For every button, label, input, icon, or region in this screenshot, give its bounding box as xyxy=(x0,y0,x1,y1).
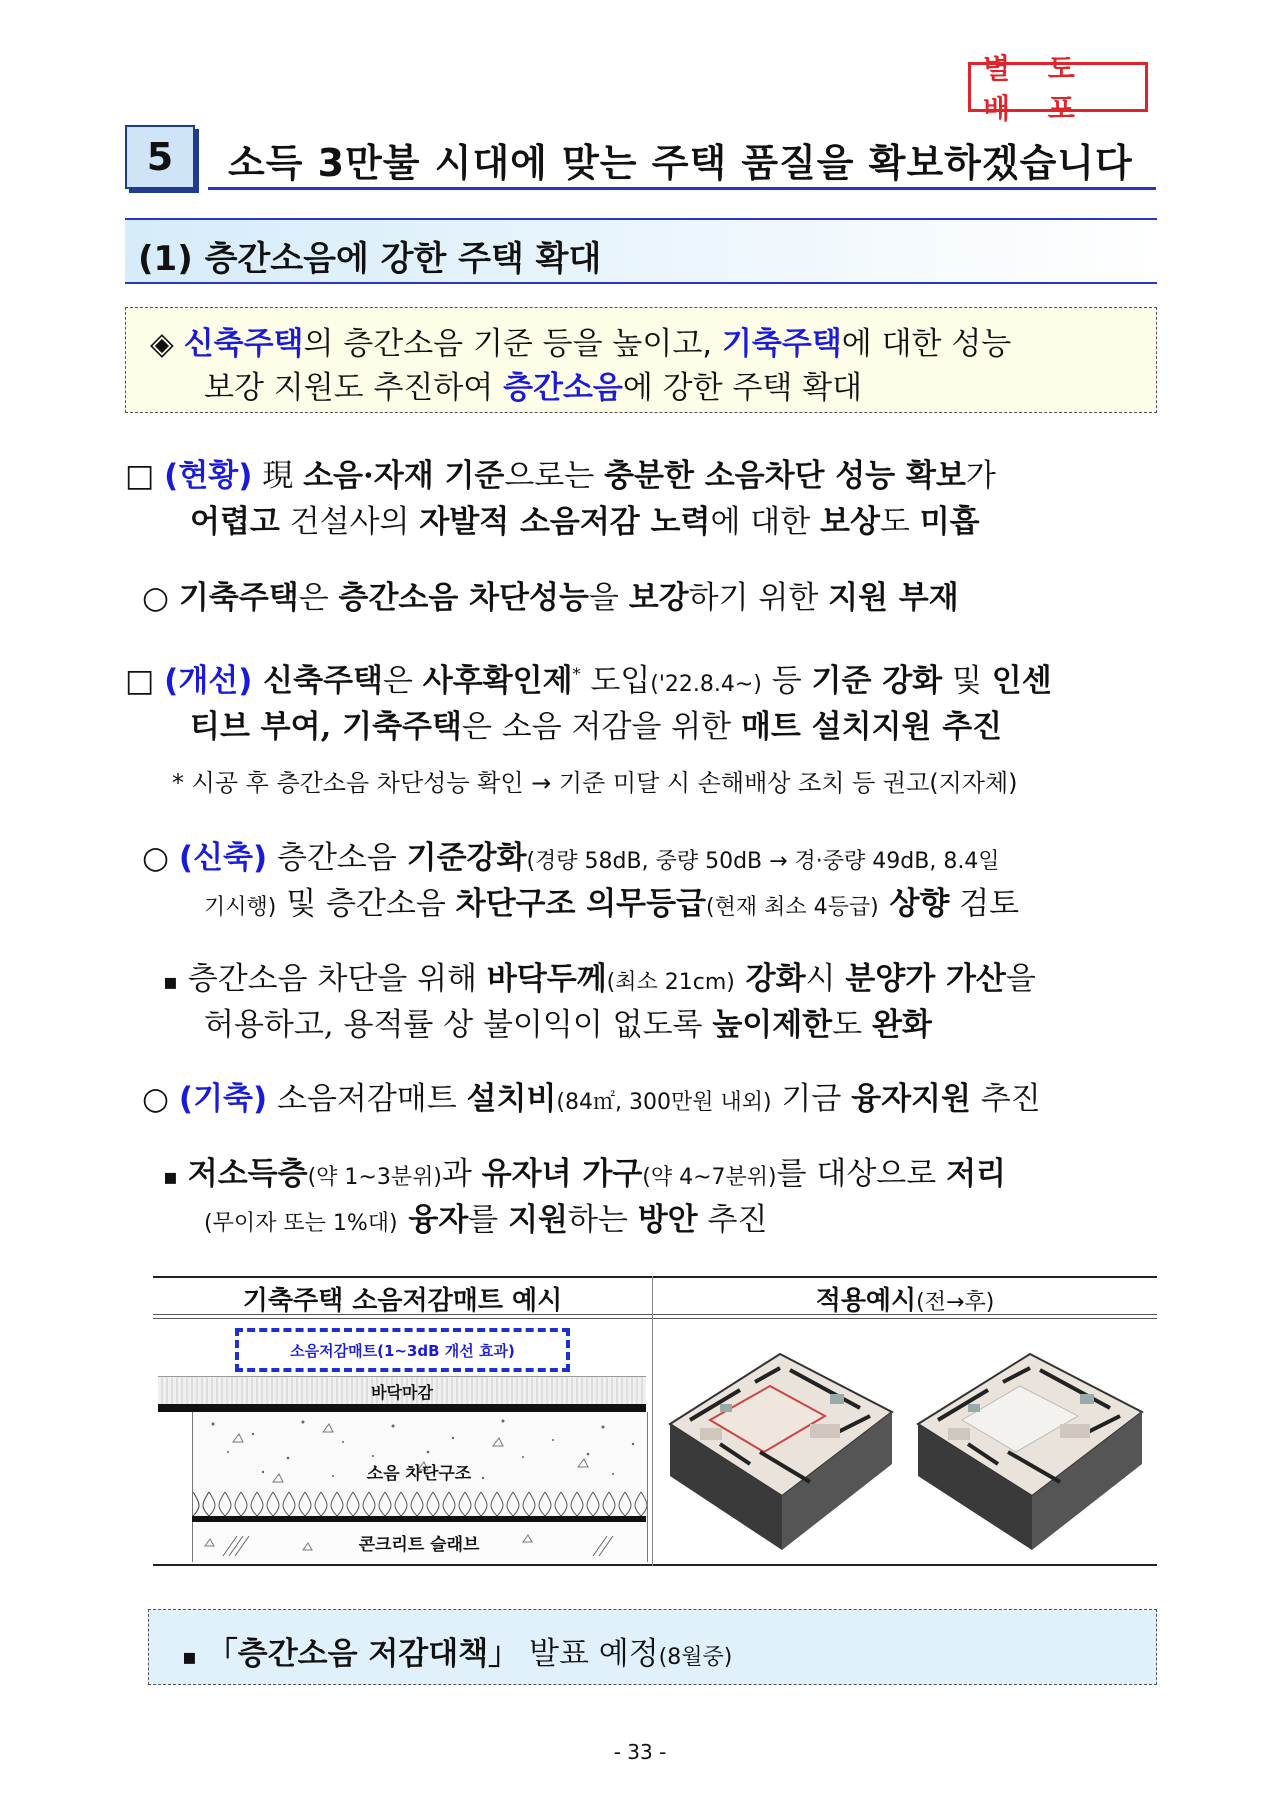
text: 충분한 소음차단 성능 확보 xyxy=(604,458,966,494)
text: 층간소음 차단을 위해 xyxy=(187,961,487,997)
text: 티브 부여, 기축주택 xyxy=(190,709,462,745)
current-status-line-1 xyxy=(125,450,996,495)
summary-new-housing: 신축주택 xyxy=(183,326,304,362)
sound-block-structure-label: 소음 차단구조 xyxy=(366,1464,472,1484)
text: 융자 xyxy=(397,1202,469,1238)
text: 허용하고, 용적률 상 불이익이 없도록 xyxy=(204,1007,713,1043)
summary-text: 에 대한 성능 xyxy=(841,326,1012,362)
text: (현재 최소 4등급) xyxy=(706,895,879,920)
text: 저리 xyxy=(946,1156,1006,1192)
circle-bullet-icon: ○ xyxy=(142,1081,170,1117)
text: 추진 xyxy=(697,1202,768,1238)
new-build-line-2 xyxy=(204,878,1019,923)
text: 유자녀 가구 xyxy=(481,1156,643,1192)
text: 인센 xyxy=(991,663,1052,699)
text: 검토 xyxy=(949,886,1020,922)
page-number: - 33 - xyxy=(613,1740,667,1764)
summary-existing-housing: 기축주택 xyxy=(721,326,842,362)
text: 분양가 가산 xyxy=(845,961,1006,997)
new-build-sub-1 xyxy=(163,953,1036,998)
text: 자발적 소음저감 노력 xyxy=(419,504,711,540)
text: 를 xyxy=(468,1202,509,1238)
text: 건설사의 xyxy=(279,504,420,540)
new-build-tag: (신축) xyxy=(178,840,268,876)
new-build-line-1 xyxy=(142,832,1000,877)
text: 「층간소음 저감대책」 xyxy=(206,1636,520,1672)
text: (무이자 또는 1%대) xyxy=(204,1211,398,1236)
text: 미흡 xyxy=(919,504,980,540)
circle-bullet-icon: ○ xyxy=(142,580,170,616)
text: 지원 xyxy=(508,1202,568,1238)
summary-text: 보강 지원도 추진하여 xyxy=(204,370,504,406)
current-status-line-2 xyxy=(190,496,980,541)
text: 가 xyxy=(965,458,996,494)
text: 지원 부재 xyxy=(828,580,959,616)
text: (최소 21cm) xyxy=(606,970,735,995)
square-bullet-icon: ▪ xyxy=(163,970,178,995)
text: 방안 xyxy=(637,1202,698,1238)
table-header-application xyxy=(653,1280,1157,1317)
text: 저소득층 xyxy=(187,1156,308,1192)
text: 바닥두께 xyxy=(486,961,607,997)
diamond-bullet-icon: ◈ xyxy=(150,326,174,362)
text: ('22.8.4~) xyxy=(650,672,762,697)
text: 를 대상으로 xyxy=(776,1156,947,1192)
text: 도 xyxy=(879,504,920,540)
text: 기준 강화 xyxy=(811,663,943,699)
new-build-sub-2 xyxy=(204,999,932,1044)
text: 높이제한 xyxy=(712,1007,833,1043)
text: 차단구조 의무등급 xyxy=(455,886,707,922)
text: 기시행) xyxy=(204,895,277,920)
text: 사후확인제 xyxy=(422,663,573,699)
text: 추진 xyxy=(970,1081,1041,1117)
text: (경량 58dB, 중량 50dB → 경·중량 49dB, 8.4일 xyxy=(526,849,1000,874)
summary-line-1 xyxy=(150,318,1011,363)
text: 기금 xyxy=(771,1081,852,1117)
sound-mat-label: 소음저감매트(1~3dB 개선 효과) xyxy=(290,1342,515,1360)
existing-sub-2 xyxy=(204,1194,767,1239)
text: 보상 xyxy=(820,504,880,540)
text: 하는 xyxy=(567,1202,638,1238)
text: 보강 xyxy=(628,580,689,616)
existing-line-1 xyxy=(142,1073,1041,1118)
current-status-sub-1 xyxy=(142,572,959,617)
table-header-rule xyxy=(153,1318,1157,1319)
improvement-footnote: * 시공 후 층간소음 차단성능 확인 → 기준 미달 시 손해배상 조치 등 권고(지자체) xyxy=(172,769,1018,797)
subsection-title: (1) 층간소음에 강한 주택 확대 xyxy=(138,239,602,279)
text: 으로는 xyxy=(504,458,605,494)
floor-plan-before-image xyxy=(660,1324,900,1560)
table-top-rule xyxy=(153,1276,1157,1278)
improvement-tag: (개선) xyxy=(164,663,253,699)
text: 과 xyxy=(441,1156,482,1192)
text: 발표 예정 xyxy=(519,1636,659,1672)
layer-divider xyxy=(158,1404,646,1412)
current-status-tag: (현황) xyxy=(164,458,253,494)
text: 층간소음 차단성능 xyxy=(338,580,589,616)
text: 강화 xyxy=(734,961,806,997)
text: 완화 xyxy=(871,1007,932,1043)
text: 설치비 xyxy=(466,1081,557,1117)
text: 소음저감매트 xyxy=(267,1081,467,1117)
existing-sub-1 xyxy=(163,1148,1006,1193)
text: 등 xyxy=(761,663,812,699)
text: 소음·자재 기준 xyxy=(303,458,505,494)
checkbox-square-icon: □ xyxy=(125,458,155,494)
text: 시 xyxy=(805,961,846,997)
text: 은 xyxy=(298,580,339,616)
summary-noise: 층간소음 xyxy=(503,370,623,406)
text: 상향 xyxy=(878,886,950,922)
text: 은 xyxy=(382,663,423,699)
text: 現 xyxy=(252,458,304,494)
text: 도 xyxy=(832,1007,872,1043)
text: 융자지원 xyxy=(851,1081,971,1117)
circle-bullet-icon: ○ xyxy=(142,840,170,876)
floor-finish-label: 바닥마감 xyxy=(371,1383,433,1402)
table-bottom-rule xyxy=(153,1564,1157,1566)
text: 하기 위한 xyxy=(688,580,829,616)
text: (전→후) xyxy=(916,1290,995,1315)
text: (약 1~3분위) xyxy=(307,1165,442,1190)
text: 및 xyxy=(942,663,992,699)
checkbox-square-icon: □ xyxy=(125,663,155,699)
text: (약 4~7분위) xyxy=(642,1165,777,1190)
announcement-text xyxy=(182,1628,732,1673)
text: 매트 설치지원 추진 xyxy=(740,709,1003,745)
summary-text: 에 강한 주택 확대 xyxy=(622,370,863,406)
text: 및 층간소음 xyxy=(276,886,456,922)
text: 에 대한 xyxy=(710,504,820,540)
existing-tag: (기축) xyxy=(178,1081,268,1117)
square-bullet-icon: ▪ xyxy=(182,1645,197,1670)
distribution-stamp: 별 도 배 포 xyxy=(968,62,1148,112)
concrete-slab-label: 콘크리트 슬래브 xyxy=(358,1535,480,1555)
improvement-line-2 xyxy=(190,701,1002,746)
text: 을 xyxy=(588,580,629,616)
square-bullet-icon: ▪ xyxy=(163,1165,178,1190)
table-header-mat-example: 기축주택 소음저감매트 예시 xyxy=(242,1286,563,1316)
table-column-divider xyxy=(652,1276,653,1566)
text: 도입 xyxy=(580,663,651,699)
section-title-underline xyxy=(208,187,1156,190)
text: 어렵고 xyxy=(190,504,280,540)
text: 층간소음 xyxy=(267,840,407,876)
improvement-line-1 xyxy=(125,655,1052,700)
section-number: 5 xyxy=(125,125,195,189)
section-title: 소득 3만불 시대에 맞는 주택 품질을 확보하겠습니다 xyxy=(228,141,1133,185)
text: 신축주택 xyxy=(252,663,383,699)
text: 적용예시 xyxy=(815,1286,917,1316)
summary-line-2 xyxy=(204,362,862,407)
floor-plan-after-image xyxy=(908,1324,1152,1560)
text: (8월중) xyxy=(658,1645,733,1670)
text: (84㎡, 300만원 내외) xyxy=(556,1090,772,1115)
footnote-marker: * xyxy=(572,664,581,684)
text: 기준강화 xyxy=(406,840,527,876)
text: 을 xyxy=(1005,961,1036,997)
text: 기축주택 xyxy=(178,580,299,616)
summary-text: 의 층간소음 기준 등을 높이고, xyxy=(303,326,722,362)
text: 은 소음 저감을 위한 xyxy=(461,709,741,745)
